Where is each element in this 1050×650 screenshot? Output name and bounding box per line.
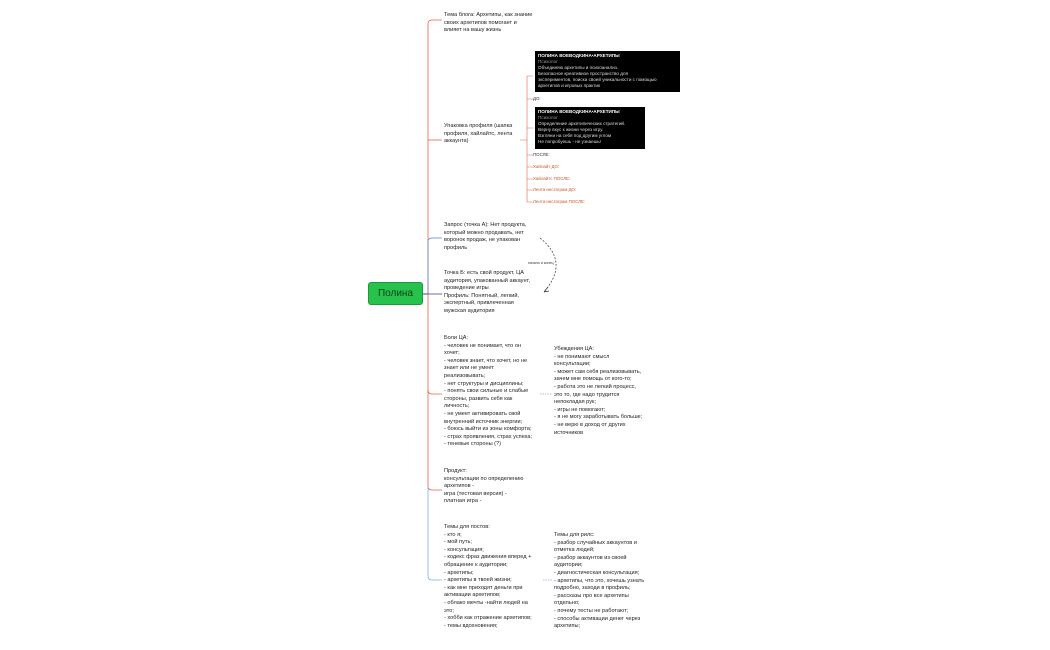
connector-point-a bbox=[428, 238, 442, 294]
card-after-name: ПОЛИНА ВОЕВОДКИНА•АРХЕТИПЫ bbox=[538, 109, 620, 114]
connector-product bbox=[428, 390, 442, 490]
label-posle[interactable]: ПОСЛЕ: bbox=[533, 152, 550, 157]
blog-topic-node[interactable]: Тема блога: Архетипы, как знание своих архетипов помогает и влияет на вашу жизнь bbox=[444, 12, 533, 34]
root-label: Полина bbox=[377, 288, 414, 299]
connector-blog-topic bbox=[428, 20, 442, 294]
connector-pains bbox=[428, 294, 442, 394]
card-before-role: Психолог bbox=[538, 59, 558, 64]
label-do[interactable]: ДО: bbox=[533, 96, 541, 101]
profile-card-after bbox=[535, 107, 645, 149]
highlight-before[interactable]: Хайлайт ДО: bbox=[533, 164, 560, 169]
feed-after[interactable]: Лента инстаграм ПОСЛЕ: bbox=[533, 199, 586, 204]
connector-post-topics bbox=[428, 486, 442, 580]
point-a-node[interactable]: Запрос (точка А): Нет продукта, который можно продавать, нет воронок продаж, не упакован профиль bbox=[444, 222, 527, 251]
feed-before[interactable]: Лента инстаграм ДО: bbox=[533, 187, 577, 192]
highlight-after[interactable]: Хайлайтс ПОСЛЕ: bbox=[533, 176, 571, 181]
beliefs-node[interactable]: Убеждения ЦА: - не понимают смысл консультации; - может сам себя реализовывать, зачем мне помощь от кого-то; - работа это не легкий процесс, это то, где надо трудится непокладая рук; - игры не помогают; - я не могу заработывать больше; - не верю в доход от других источников bbox=[554, 346, 643, 436]
card-before-bio: Объединяю архетипы и психоанализ. Безопасное креативное пространство для экспериментов, поиска своей уникальности с помощью архетипов и игровых практик bbox=[538, 65, 657, 88]
relation-label[interactable]: начало и конец bbox=[528, 261, 554, 265]
pains-node[interactable]: Боли ЦА: - человек не понимает, что он хочет; - человек знает, что хочет, но не знает или не умеет реализовывать; - нет структуры и дисциплины; - понять свои сильные и слабые стороны, развить себя как личность; - не умеет активировать свой внутренний источник энергии; - боюсь выйти из зоны комфорта; - страх проявления, страх успеха; - теневые стороны (?) bbox=[444, 335, 533, 448]
card-after-bio: Определение архетипических стратегий. Верну вкус к жизни через игру. Взгляни на себя под другим углом Не попробуешь - не узнаешь! bbox=[538, 121, 626, 144]
card-before-name: ПОЛИНА ВОЕВОДКИНА•АРХЕТИПЫ bbox=[538, 53, 620, 58]
relation-arrowhead bbox=[544, 287, 549, 292]
reels-topics-node[interactable]: Темы для рилс: - разбор случайных аккаунтов и отметка людей; - разбор аккаунтов из своей аудитории; - диагностическая консультация; - архетипы, что это, хочешь узнать подробно, заходи в профиль; - рассказы про все архетипы отдельно; - почему тесты не работают; - способы активации денег через архетипы; bbox=[554, 532, 645, 630]
root-node[interactable] bbox=[368, 282, 423, 305]
product-node[interactable]: Продукт: консультации по определению архетипов - игра (тестовая версия) - платная игра - bbox=[444, 468, 524, 505]
post-topics-node[interactable]: Темы для постов: - кто я; - мой путь; - консультация; - кодекс фраз движения вперед + обращение к аудитории; - архетипы; - архетипы в твоей жизни; - как мне приходят деньги при активации архетипов; - облако мечты -найти людей на это; - хобби как отражение архетипов; - темы вдохновения; bbox=[444, 524, 532, 629]
card-after-role: Психолог bbox=[538, 115, 558, 120]
point-b-node[interactable]: Точка Б: есть свой продукт, ЦА аудитория, упакованный аккаунт, проведение игры Профиль: Понятный, легкий, экспертный, привлеченная мужская аудитория bbox=[444, 270, 531, 314]
profile-packaging-node[interactable]: Упаковка профиля (шапка профиля, хайлайтс, лента аккаунта) bbox=[444, 123, 513, 145]
profile-card-before bbox=[535, 51, 680, 92]
